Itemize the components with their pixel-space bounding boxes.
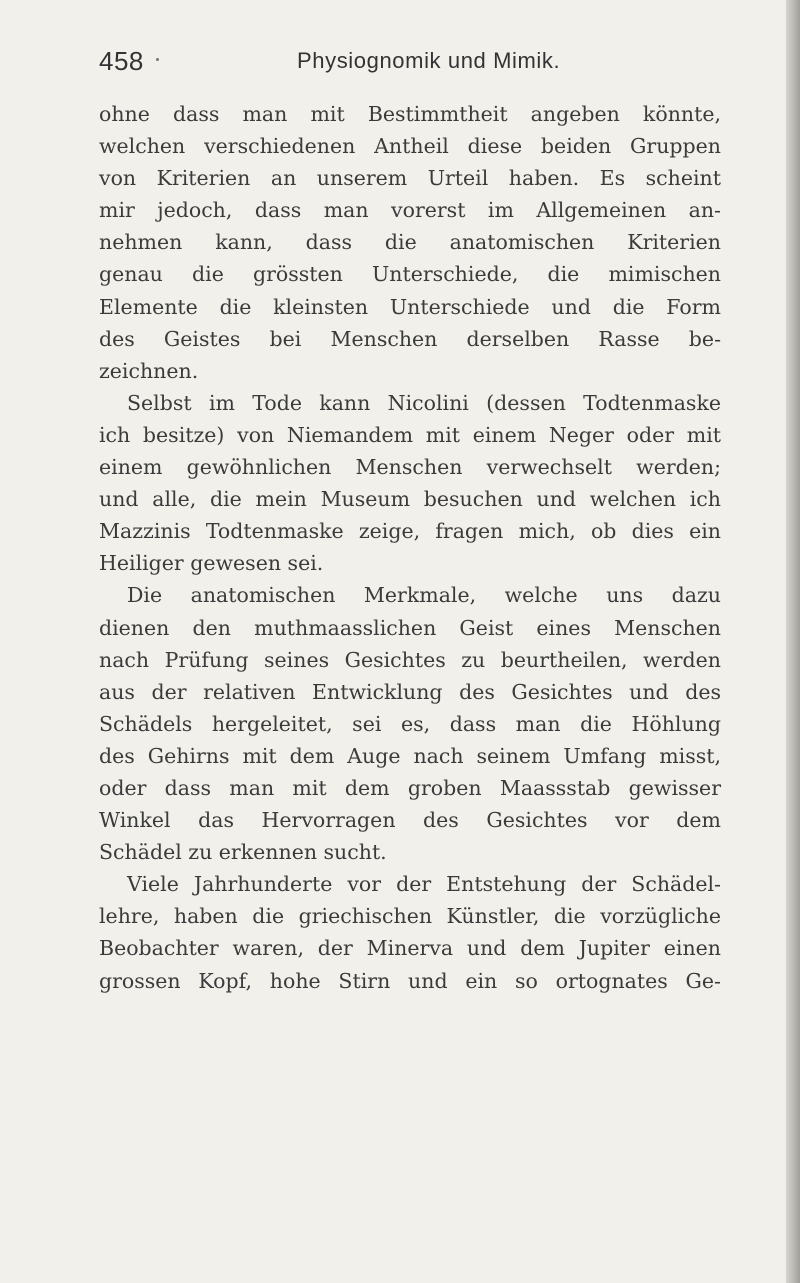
text-line: Die anatomischen Merkmale, welche uns dazu bbox=[127, 583, 721, 608]
text-line: des Geistes bei Menschen derselben Rasse be- bbox=[99, 326, 721, 351]
text-line: von Kriterien an unserem Urteil haben. Es scheint bbox=[99, 166, 721, 191]
page-edge-shadow bbox=[786, 0, 800, 1283]
text-line: genau die grössten Unterschiede, die mimischen bbox=[99, 262, 721, 287]
text-line: Elemente die kleinsten Unterschiede und die Form bbox=[99, 294, 721, 319]
text-line: des Gehirns mit dem Auge nach seinem Umfang misst, bbox=[99, 743, 721, 768]
page-number: 458 bbox=[99, 46, 144, 76]
text-line: und alle, die mein Museum besuchen und welchen ich bbox=[99, 487, 721, 512]
body-text bbox=[99, 98, 721, 997]
text-line: Beobachter waren, der Minerva und dem Jupiter einen bbox=[99, 936, 721, 961]
text-line: lehre, haben die griechischen Künstler, die vorzügliche bbox=[99, 904, 721, 929]
text-line: Mazzinis Todtenmaske zeige, fragen mich, ob dies ein bbox=[99, 519, 721, 544]
page-header bbox=[99, 46, 719, 86]
text-line: Schädels hergeleitet, sei es, dass man die Höhlung bbox=[99, 711, 721, 736]
text-line: welchen verschiedenen Antheil diese beiden Gruppen bbox=[99, 134, 721, 159]
text-line: ich besitze) von Niemandem mit einem Neger oder mit bbox=[99, 422, 721, 447]
text-line: ohne dass man mit Bestimmtheit angeben könnte, bbox=[99, 102, 721, 126]
text-line: dienen den muthmaasslichen Geist eines Menschen bbox=[99, 615, 721, 640]
text-line: Heiliger gewesen sei. bbox=[99, 551, 324, 576]
text-line: mir jedoch, dass man vorerst im Allgemeinen an- bbox=[99, 198, 721, 223]
text-line: Winkel das Hervorragen des Gesichtes vor dem bbox=[99, 808, 721, 833]
running-head: Physiognomik und Mimik. bbox=[297, 48, 561, 73]
text-line: zeichnen. bbox=[99, 358, 199, 383]
text-line: grossen Kopf, hohe Stirn und ein so ortognates Ge- bbox=[99, 968, 721, 993]
text-line: Selbst im Tode kann Nicolini (dessen Todtenmaske bbox=[127, 390, 721, 415]
text-line: aus der relativen Entwicklung des Gesichtes und des bbox=[99, 679, 721, 704]
text-line: oder dass man mit dem groben Maassstab gewisser bbox=[99, 775, 721, 800]
text-line: Schädel zu erkennen sucht. bbox=[99, 840, 387, 865]
text-line: Viele Jahrhunderte vor der Entstehung der Schädel- bbox=[127, 872, 721, 897]
text-line: einem gewöhnlichen Menschen verwechselt werden; bbox=[99, 455, 721, 480]
header-dot bbox=[156, 58, 159, 61]
text-line: nach Prüfung seines Gesichtes zu beurtheilen, werden bbox=[99, 647, 721, 672]
text-line: nehmen kann, dass die anatomischen Kriterien bbox=[99, 230, 721, 255]
